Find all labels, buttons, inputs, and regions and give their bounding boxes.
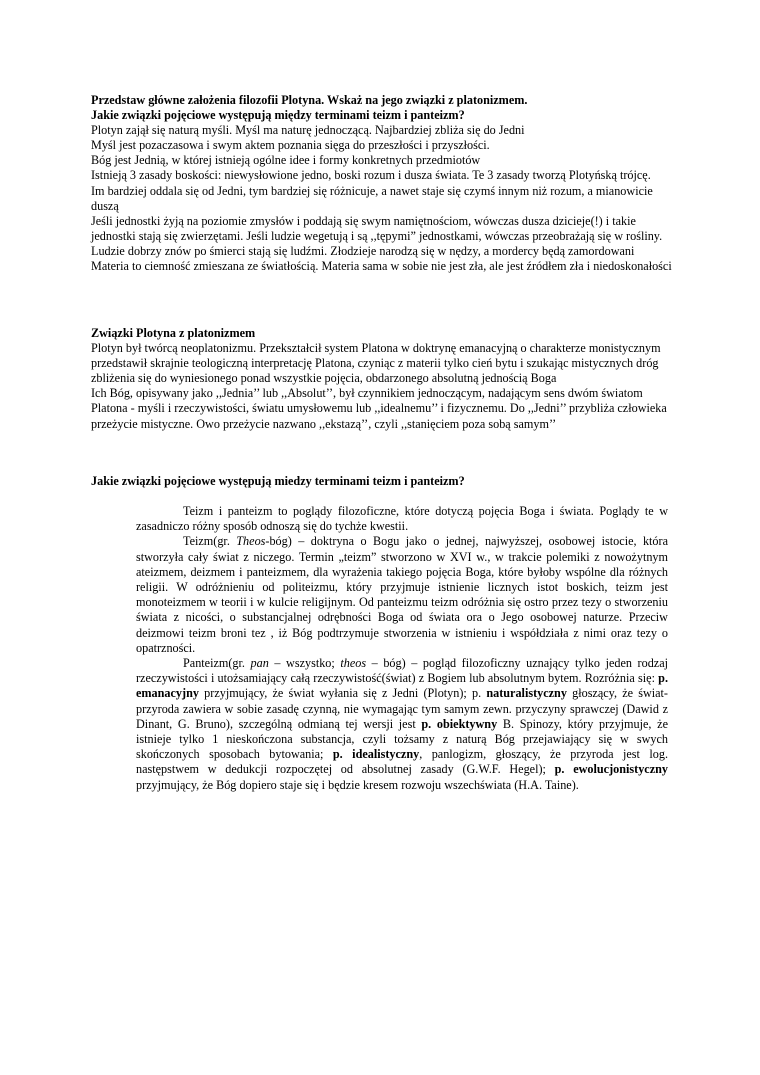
text: -bóg) – doktryna o Bogu jako o jednej, najwyższej, osobowej istocie, która stworzyła cały świat z niczego. Termin „teizm” stworzono w XVI w., w trakcie polemiki z nowożytnym ateizmem, deizmem i panteizmem, dla wyrażenia takiego pojęcia Boga, które byłoby wspólne dla różnych religii. W odróżnieniu od politeizmu, który przyjmuje istnienie licznych istot boskich, teizm jest monoteizmem w teorii i w kulcie religijnym. Od panteizmu teizm odróżnia się ostro przez tezy o stworzeniu świata z nicości, o substancjalnej odrębności Boga od świata ora o Jego osobowej naturze. Przeciw deizmowi teizm broni tez , iż Bóg podtrzymuje stworzenia w istnieniu i współdziała z nimi oraz tezy o opatrzności. [136, 534, 668, 655]
paragraph-intro [136, 504, 668, 534]
term-italic: pan [250, 656, 269, 671]
section-plotinus [91, 93, 681, 274]
text: – wszystko; [268, 656, 341, 671]
paragraph: Ich Bóg, opisywany jako ,,Jednia’’ lub ,,Absolut’’, był czynnikiem jednoczącym, nadającym sens dwóm światom Platona - myśli i rzeczywistości, światu umysłowemu lub ,,idealnemu’’ i fizycznemu. Do ,,Jedni’’ przybliża człowieka przeżycie mistyczne. Owo przeżycie nazwano ,,ekstazą’’, czyli ,,stanięciem poza sobą samym’’ [91, 386, 667, 431]
term-bold: p. obiektywny [421, 716, 498, 731]
term-bold: p. ewolucjonistyczny [554, 762, 668, 777]
text: , panlogizm, głoszący, że przyroda jest log. następstwem w dedukcji rozpoczętej od absolutnej zasady (G.W.F. Hegel); [136, 747, 669, 777]
text: – bóg) – pogląd filozoficzny uznający tylko jeden rodzaj rzeczywistości i utożsamiający całą rzeczywistość(świat) z Bogiem lub absolutnym bytem. Rozróżnia się: [136, 656, 669, 686]
paragraph-theism [136, 534, 668, 656]
question-heading-1: Przedstaw główne założenia filozofii Plotyna. Wskaż na jego związki z platonizmem. [91, 93, 528, 107]
text: głoszący, że świat-przyroda zawiera w sobie zasadę czynną, nie wymagając tym samym zewn. przyczyny sprawczej (Dawid z Dinant, G. Bruno), szczególną odmianą tej wersji jest [136, 686, 668, 731]
term-bold: p. emanacyjny [136, 671, 668, 701]
section-theism-pantheism [136, 504, 668, 793]
question-heading-2: Jakie związki pojęciowe występują między terminami teizm i panteizm? [91, 108, 465, 123]
paragraph: Im bardziej oddala się od Jedni, tym bardziej się różnicuje, a nawet staje się czymś innym niż rozum, a mianowicie duszą [91, 183, 653, 213]
paragraph: Plotyn był twórcą neoplatonizmu. Przekształcił system Platona w doktrynę emanacyjną o charakterze monistycznym [91, 341, 661, 356]
paragraph: Jeśli jednostki żyją na poziomie zmysłów i poddają się swym namiętnościom, wówczas dusza dzicieje(!) i takie jednostki stają się zwierzętami. Jeśli ludzie wegetują i są ,,tępymi” jednostkami, wówczas przeobrażają się w rośliny. Ludzie dobrzy znów po śmierci stają się ludźmi. Złodzieje narodzą się w nędzy, a mordercy będą zamordowani [91, 213, 663, 258]
paragraph: Myśl jest pozaczasowa i swym aktem poznania sięga do przeszłości i przyszłości. [91, 138, 490, 153]
paragraph: Materia to ciemność zmieszana ze światłością. Materia sama w sobie nie jest zła, ale jest źródłem zła i niedoskonałości [91, 259, 672, 274]
text: Teizm(gr. [183, 534, 237, 549]
paragraph: Istnieją 3 zasady boskości: niewysłowione jedno, boski rozum i dusza świata. Te 3 zasady tworzą Plotyńską trójcę. [91, 168, 651, 183]
paragraph: przedstawił skrajnie teologiczną interpretację Platona, czyniąc z materii tylko cień bytu i szukając mistycznych dróg zbliżenia się do wyniesionego ponad wszystkie pojęcia, obdarzonego absolutną jednością Boga [91, 356, 659, 386]
paragraph: Bóg jest Jednią, w której istnieją ogólne idee i formy konkretnych przedmiotów [91, 153, 481, 168]
term-bold: p. idealistyczny [332, 747, 420, 762]
section-heading-theism: Jakie związki pojęciowe występują miedzy terminami teizm i panteizm? [91, 474, 465, 488]
text: przyjmujący, że Bóg dopiero staje się i będzie kresem rozwoju wszechświata (H.A. Taine). [136, 777, 579, 792]
text: B. Spinozy, który przyjmuje, że istnieje tylko 1 nieskończona substancja, czyli tożsamy z naturą Bóg przejawiający się w swych skończonych sposobach bytowania; [136, 716, 668, 762]
term-italic: theos [340, 656, 367, 671]
paragraph-pantheism [136, 656, 668, 793]
text: przyjmujący, że świat wyłania się z Jedni (Plotyn); p. [198, 686, 487, 701]
text: Panteizm(gr. [183, 656, 251, 671]
term-italic: Theos [236, 534, 266, 549]
text: Teizm i panteizm to poglądy filozoficzne, które dotyczą pojęcia Boga i świata. Poglądy te w zasadniczo różny sposób odnoszą się do tychże kwestii. [136, 504, 668, 534]
section-heading: Związki Plotyna z platonizmem [91, 326, 256, 340]
term-bold: naturalistyczny [486, 686, 567, 701]
section-platonism [91, 326, 681, 432]
paragraph: Plotyn zajął się naturą myśli. Myśl ma naturę jednoczącą. Najbardziej zbliża się do Jedni [91, 123, 525, 138]
